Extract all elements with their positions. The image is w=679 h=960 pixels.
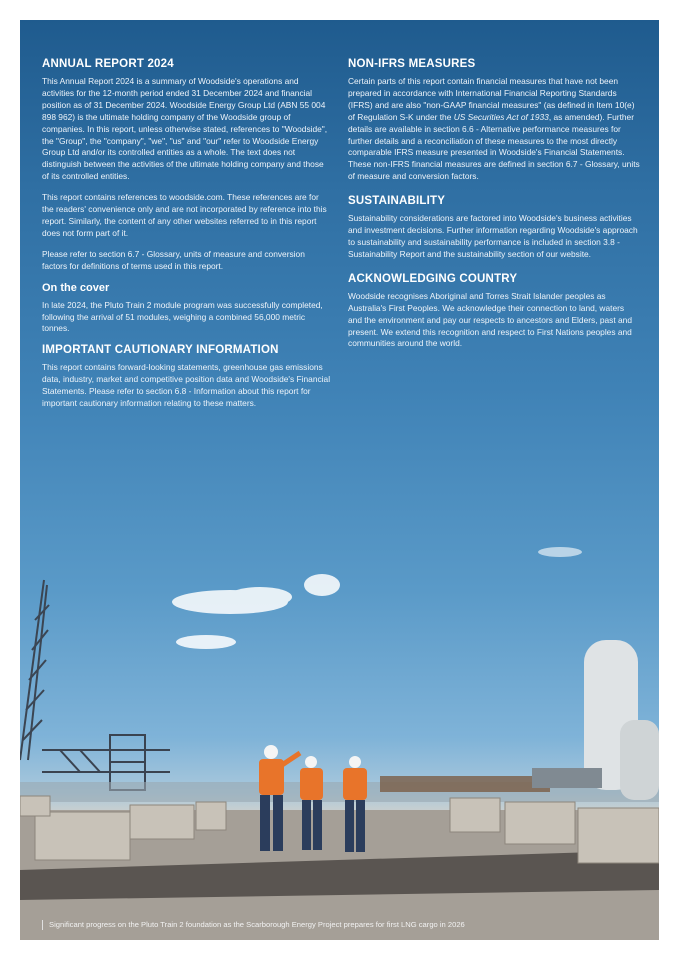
crane (20, 580, 49, 760)
on-the-cover-paragraph: In late 2024, the Pluto Train 2 module program was successfully completed, following the arrival of 51 modules, weighing a combined 56,000 metric tonnes. (42, 299, 323, 334)
annual-report-heading: ANNUAL REPORT 2024 (42, 58, 174, 70)
annual-report-paragraph-2: This report contains references to woodside.com. These references are for the readers' convenience only and are not incorporated by reference into this report. Similarly, the content of any other websites referred to in this report does not form part of it. (42, 192, 327, 238)
sustainability-heading: SUSTAINABILITY (348, 195, 446, 208)
sustainability-section (348, 195, 640, 261)
steel-structure (42, 735, 170, 790)
right-column (348, 58, 640, 362)
non-ifrs-paragraph (348, 76, 640, 183)
cautionary-heading: IMPORTANT CAUTIONARY INFORMATION (42, 344, 279, 357)
annual-report-paragraph-3: Please refer to section 6.7 - Glossary, units of measure and conversion factors for definitions of terms used in this report. (42, 248, 305, 271)
acknowledging-section (348, 273, 640, 351)
non-ifrs-heading: NON-IFRS MEASURES (348, 58, 476, 70)
annual-report-paragraph-1: This Annual Report 2024 is a summary of Woodside's operations and activities for the 12-month period ended 31 December 2024 and financial position as of 31 December 2024. Woodside Energy Group Ltd (ABN 55 004 898 962) is the ultimate holding company of the Woodside group of companies. In this report, unless otherwise stated, references to "Woodside", the "Group", the "company", "we", "us" and "our" refer to Woodside Energy Group Ltd and/or its controlled entities as a whole. The text does not distinguish between the activities of the ultimate holding company and those of its controlled entities. (42, 76, 328, 182)
cautionary-section (42, 344, 332, 410)
clouds (172, 547, 582, 649)
cover-page (20, 20, 659, 940)
non-ifrs-text-b: , as amended). Further details are available in section 6.6 - Alternative performance measures for further details and a reconciliation of these measures to the most directly comparable IFRS measure presented in Woodside's Financial Statements. These non-IFRS financial measures are defined in section 6.7 - Glossary, units of measure and conversion factors. (348, 111, 640, 182)
cautionary-paragraph: This report contains forward-looking statements, greenhouse gas emissions data, industry, market and competitive position data and Woodside's Financial Statements. Please refer to section 6.8 - Information about this report for important cautionary information relating to these matters. (42, 362, 331, 409)
storage-tanks (532, 640, 659, 800)
left-column (42, 58, 332, 419)
on-the-cover-heading: On the cover (42, 281, 110, 294)
annual-report-section (42, 58, 332, 273)
acknowledging-heading: ACKNOWLEDGING COUNTRY (348, 272, 518, 285)
sustainability-paragraph: Sustainability considerations are factored into Woodside's business activities and investment decisions. Further information regarding Woodside's approach to sustainability and sustainability performance is included in section 3.8 - Sustainability Report and the sustainability section of our website. (348, 213, 638, 259)
non-ifrs-text-a: Certain parts of this report contain financial measures that have not been prepared in accordance with International Financial Reporting Standards (IFRS) and are also "non-GAAP financial measures" (as defined in Item 10(e) of Regulation S-K under the (348, 76, 635, 122)
photo-caption: Significant progress on the Pluto Train 2 foundation as the Scarborough Energy Project prepares for first LNG cargo in 2026 (42, 920, 465, 930)
on-the-cover-section (42, 282, 332, 336)
non-ifrs-act-title: US Securities Act of 1933 (453, 111, 549, 122)
workers (259, 745, 367, 852)
acknowledging-paragraph: Woodside recognises Aboriginal and Torres Strait Islander peoples as Australia's First Peoples. We acknowledge their connection to land, waters and the environment and pay our respects to ancestors and Elders, past and present. We extend this recognition and respect to First Nations peoples and communities around the world. (348, 290, 632, 349)
non-ifrs-section (348, 58, 640, 183)
